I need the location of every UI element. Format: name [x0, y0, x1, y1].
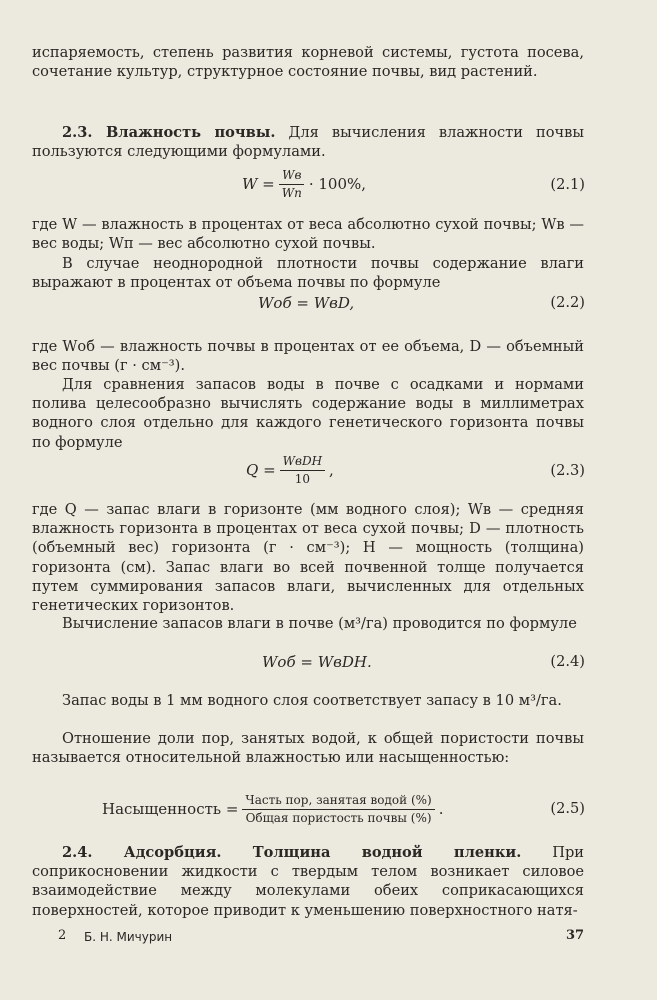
formula-2-5-fraction	[242, 793, 434, 826]
paragraph-saturation: Отношение доли пор, занятых водой, к общей пористости почвы называется относительной влажностью или насыщенностью:	[32, 730, 584, 767]
formula-2-2	[258, 283, 354, 323]
definition-paragraph-3: где Q — запас влаги в горизонте (мм водного слоя); Wв — средняя влажность горизонта в процентах от веса сухой почвы; D — плотность (объемный вес) горизонта (г · см⁻³); H — мощность (толщина) горизонта (см). Запас влаги во всей почвенной толще получается путем суммирования запасов влаги, вычисленных для отдельных генетических горизонтов.	[32, 501, 584, 615]
formula-2-1-numerator: Wв	[279, 168, 304, 185]
formula-2-1-rhs: · 100%,	[308, 175, 367, 193]
formula-2-3-lhs: Q =	[246, 461, 276, 479]
formula-2-3-rhs: ,	[329, 461, 334, 479]
equation-number-2-5: (2.5)	[550, 800, 585, 817]
formula-2-5-denominator: Общая пористость почвы (%)	[245, 810, 432, 825]
footer-author: Б. Н. Мичурин	[84, 930, 173, 944]
paragraph-calculation: Вычисление запасов влаги в почве (м³/га) проводится по формуле	[62, 615, 577, 632]
formula-2-1	[242, 164, 366, 204]
formula-2-5	[102, 789, 444, 829]
formula-2-3-numerator: WвDH	[280, 454, 325, 471]
signature-mark: 2	[58, 928, 67, 943]
formula-2-3-denominator: 10	[294, 471, 310, 486]
formula-2-5-lhs: Насыщенность =	[102, 800, 239, 818]
section-2-3-text: Для вычисления влажности почвы пользуются следующими формулами.	[32, 124, 584, 161]
formula-2-4-text: Wоб = WвDH.	[262, 653, 372, 671]
formula-2-3-fraction	[280, 454, 325, 487]
section-2-4-text: При соприкосновении жидкости с твердым телом возникает силовое взаимодействие между молекулами обеих соприкасающихся поверхностей, которое приводит к уменьшению поверхностного натя-	[32, 844, 585, 919]
section-2-3-heading: 2.3. Влажность почвы.	[62, 124, 276, 141]
definition-paragraph-2: где Wоб — влажность почвы в процентах от ее объема, D — объемный вес почвы (г · см⁻³).	[32, 338, 584, 375]
section-2-3-paragraph	[32, 123, 584, 161]
equation-number-2-2: (2.2)	[550, 294, 585, 311]
paragraph-nonuniform-density: В случае неоднородной плотности почвы содержание влаги выражают в процентах от объема почвы по формуле	[32, 255, 584, 292]
paragraph-water-reserves: Для сравнения запасов воды в почве с осадками и нормами полива целесообразно вычислять содержание воды в миллиметрах водного слоя отдельно для каждого генетического горизонта почвы по формуле	[32, 376, 584, 451]
intro-paragraph: испаряемость, степень развития корневой системы, густота посева, сочетание культур, структурное состояние почвы, вид растений.	[32, 44, 584, 81]
equation-number-2-3: (2.3)	[550, 462, 585, 479]
paragraph-water-layer: Запас воды в 1 мм водного слоя соответствует запасу в 10 м³/га.	[62, 692, 562, 709]
formula-2-1-lhs: W =	[242, 175, 275, 193]
formula-2-3	[246, 450, 334, 490]
equation-number-2-4: (2.4)	[550, 653, 585, 670]
formula-2-4	[262, 642, 372, 682]
formula-2-1-fraction	[279, 168, 305, 201]
section-2-4-heading: 2.4. Адсорбция. Толщина водной пленки.	[62, 844, 522, 861]
formula-2-5-numerator: Часть пор, занятая водой (%)	[242, 793, 434, 810]
equation-number-2-1: (2.1)	[550, 176, 585, 193]
definition-paragraph-1: где W — влажность в процентах от веса абсолютно сухой почвы; Wв — вес воды; Wп — вес абсолютно сухой почвы.	[32, 216, 584, 253]
section-2-4-paragraph	[32, 843, 584, 920]
formula-2-2-text: Wоб = WвD,	[258, 294, 355, 312]
page-number: 37	[566, 928, 585, 943]
formula-2-5-rhs: .	[438, 800, 444, 818]
formula-2-1-denominator: Wп	[281, 185, 302, 200]
